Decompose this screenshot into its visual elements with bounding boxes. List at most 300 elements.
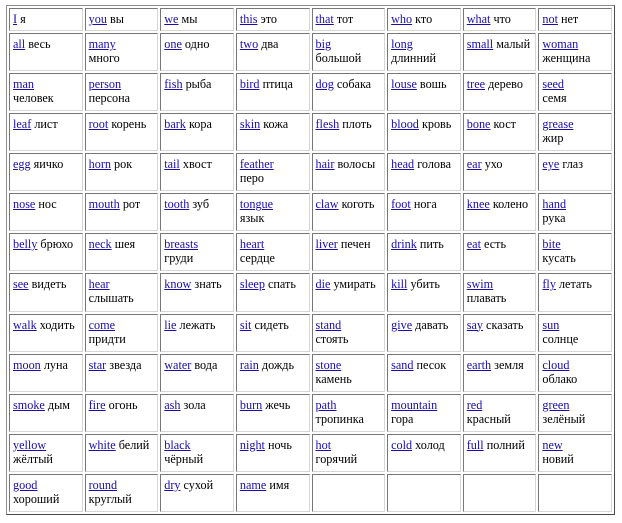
- russian-translation: горячий: [315, 451, 358, 466]
- word-cell: [236, 113, 310, 151]
- word-cell: [312, 434, 386, 472]
- russian-translation: это: [260, 12, 278, 26]
- english-word-link[interactable]: new: [542, 437, 563, 452]
- word-cell: [236, 8, 310, 31]
- english-word-link[interactable]: fish: [164, 76, 183, 91]
- english-word-link[interactable]: cold: [391, 437, 413, 452]
- english-word-link[interactable]: person: [88, 76, 122, 91]
- russian-translation: зола: [183, 397, 206, 412]
- english-word-link[interactable]: grease: [542, 117, 574, 132]
- english-word-link[interactable]: flesh: [315, 117, 340, 132]
- russian-translation: рок: [114, 157, 133, 172]
- english-word-link[interactable]: path: [315, 397, 337, 412]
- word-cell: [9, 474, 83, 512]
- word-cell: [312, 233, 386, 271]
- russian-translation: груди: [164, 251, 194, 266]
- word-cell: [312, 153, 386, 191]
- word-cell: [312, 8, 386, 31]
- russian-translation: весь: [28, 36, 51, 51]
- russian-translation: много: [88, 50, 120, 65]
- empty-cell: [387, 474, 461, 512]
- word-cell: [538, 354, 612, 392]
- word-cell: [9, 314, 83, 352]
- english-word-link[interactable]: hand: [542, 197, 567, 212]
- table-row: [9, 233, 612, 271]
- english-word-link[interactable]: sand: [391, 357, 414, 372]
- english-word-link[interactable]: who: [391, 12, 413, 26]
- russian-translation: человек: [13, 90, 54, 105]
- word-cell: [538, 434, 612, 472]
- english-word-link[interactable]: eye: [542, 157, 560, 172]
- english-word-link[interactable]: good: [13, 477, 38, 492]
- word-cell: [85, 113, 159, 151]
- word-cell: [9, 193, 83, 231]
- english-word-link[interactable]: you: [88, 12, 107, 26]
- word-cell: [236, 153, 310, 191]
- russian-translation: знать: [194, 277, 222, 292]
- empty-cell: [463, 474, 537, 512]
- russian-translation: нет: [561, 12, 579, 26]
- word-cell: [85, 33, 159, 71]
- word-cell: [85, 73, 159, 111]
- russian-translation: слышать: [88, 291, 134, 306]
- word-cell: [312, 113, 386, 151]
- word-cell: [387, 394, 461, 432]
- table-row: [9, 33, 612, 71]
- russian-translation: ходить: [39, 317, 75, 332]
- russian-translation: голова: [417, 157, 451, 172]
- russian-translation: видеть: [31, 277, 67, 292]
- english-word-link[interactable]: small: [466, 36, 494, 51]
- word-cell: [463, 233, 537, 271]
- english-word-link[interactable]: say: [466, 317, 483, 332]
- word-cell: [463, 33, 537, 71]
- word-cell: [236, 33, 310, 71]
- word-cell: [387, 73, 461, 111]
- word-cell: [538, 314, 612, 352]
- english-word-link[interactable]: stand: [315, 317, 342, 332]
- russian-translation: печен: [340, 237, 371, 252]
- english-word-link[interactable]: one: [164, 36, 182, 51]
- russian-translation: звезда: [109, 357, 142, 372]
- russian-translation: имя: [269, 477, 290, 492]
- russian-translation: шея: [114, 237, 136, 252]
- english-word-link[interactable]: lie: [164, 317, 177, 332]
- word-cell: [9, 33, 83, 71]
- english-word-link[interactable]: dry: [164, 477, 181, 492]
- russian-translation: малый: [496, 36, 531, 51]
- english-word-link[interactable]: woman: [542, 36, 579, 51]
- table-row: [9, 474, 612, 512]
- english-word-link[interactable]: claw: [315, 197, 339, 212]
- word-cell: [85, 434, 159, 472]
- english-word-link[interactable]: fire: [88, 397, 106, 412]
- russian-translation: женщина: [542, 50, 591, 65]
- word-cell: [463, 153, 537, 191]
- russian-translation: язык: [239, 211, 265, 226]
- english-word-link[interactable]: hear: [88, 277, 110, 292]
- word-cell: [85, 8, 159, 31]
- word-cell: [538, 394, 612, 432]
- word-cell: [236, 73, 310, 111]
- russian-translation: умирать: [333, 277, 376, 292]
- russian-translation: коготь: [341, 197, 375, 212]
- english-word-link[interactable]: give: [391, 317, 413, 332]
- word-cell: [160, 33, 234, 71]
- russian-translation: я: [20, 12, 26, 26]
- russian-translation: кровь: [421, 117, 452, 132]
- russian-translation: корень: [111, 117, 147, 132]
- english-word-link[interactable]: sun: [542, 317, 560, 332]
- english-word-link[interactable]: rain: [239, 357, 259, 372]
- english-word-link[interactable]: heart: [239, 237, 265, 252]
- russian-translation: пить: [419, 237, 444, 252]
- word-cell: [312, 193, 386, 231]
- empty-cell: [538, 474, 612, 512]
- english-word-link[interactable]: belly: [13, 237, 38, 252]
- word-cell: [85, 193, 159, 231]
- english-word-link[interactable]: drink: [391, 237, 417, 252]
- russian-translation: полний: [486, 437, 525, 452]
- word-cell: [387, 153, 461, 191]
- word-cell: [387, 434, 461, 472]
- word-cell: [85, 314, 159, 352]
- russian-translation: сидеть: [254, 317, 289, 332]
- russian-translation: сказать: [486, 317, 524, 332]
- russian-translation: придти: [88, 331, 126, 346]
- russian-translation: камень: [315, 371, 352, 386]
- word-cell: [538, 273, 612, 311]
- word-cell: [387, 8, 461, 31]
- word-cell: [9, 8, 83, 31]
- english-word-link[interactable]: bird: [239, 76, 260, 91]
- table-row: [9, 113, 612, 151]
- russian-translation: гора: [391, 411, 414, 426]
- russian-translation: холод: [415, 437, 445, 452]
- english-word-link[interactable]: ash: [164, 397, 181, 412]
- word-cell: [312, 394, 386, 432]
- russian-translation: давать: [415, 317, 449, 332]
- english-word-link[interactable]: cloud: [542, 357, 570, 372]
- russian-translation: птица: [262, 76, 293, 91]
- english-word-link[interactable]: seed: [542, 76, 565, 91]
- word-cell: [236, 193, 310, 231]
- russian-translation: жир: [542, 131, 564, 146]
- russian-translation: кусать: [542, 251, 576, 266]
- russian-translation: новий: [542, 451, 574, 466]
- russian-translation: вода: [194, 357, 218, 372]
- english-word-link[interactable]: green: [542, 397, 570, 412]
- russian-translation: спать: [267, 277, 296, 292]
- english-word-link[interactable]: knee: [466, 197, 490, 212]
- word-cell: [387, 33, 461, 71]
- table-row: [9, 193, 612, 231]
- word-cell: [312, 273, 386, 311]
- russian-translation: кожа: [263, 117, 289, 132]
- russian-translation: вы: [109, 12, 124, 26]
- russian-translation: глаз: [562, 157, 584, 172]
- word-cell: [9, 233, 83, 271]
- russian-translation: тропинка: [315, 411, 364, 426]
- russian-translation: хвост: [182, 157, 212, 172]
- russian-translation: летать: [558, 277, 592, 292]
- russian-translation: жёлтый: [13, 451, 53, 466]
- english-word-link[interactable]: name: [239, 477, 267, 492]
- english-word-link[interactable]: egg: [13, 157, 31, 172]
- word-cell: [236, 474, 310, 512]
- word-cell: [236, 434, 310, 472]
- english-word-link[interactable]: dog: [315, 76, 334, 91]
- word-cell: [160, 73, 234, 111]
- word-cell: [463, 193, 537, 231]
- word-cell: [85, 394, 159, 432]
- word-cell: [236, 233, 310, 271]
- english-word-link[interactable]: die: [315, 277, 331, 292]
- vocabulary-table-container: [6, 5, 615, 515]
- english-word-link[interactable]: smoke: [13, 397, 45, 412]
- english-word-link[interactable]: mountain: [391, 397, 438, 412]
- english-word-link[interactable]: hair: [315, 157, 335, 172]
- english-word-link[interactable]: tongue: [239, 197, 274, 212]
- russian-translation: луна: [43, 357, 68, 372]
- english-word-link[interactable]: yellow: [13, 437, 47, 452]
- english-word-link[interactable]: not: [542, 12, 558, 26]
- english-word-link[interactable]: skin: [239, 117, 261, 132]
- russian-translation: огонь: [108, 397, 138, 412]
- word-cell: [160, 273, 234, 311]
- word-cell: [387, 273, 461, 311]
- english-word-link[interactable]: walk: [13, 317, 37, 332]
- english-word-link[interactable]: red: [466, 397, 483, 412]
- english-word-link[interactable]: breasts: [164, 237, 199, 252]
- english-word-link[interactable]: mouth: [88, 197, 120, 212]
- word-cell: [538, 153, 612, 191]
- english-word-link[interactable]: liver: [315, 237, 338, 252]
- word-cell: [9, 273, 83, 311]
- table-row: [9, 153, 612, 191]
- word-cell: [463, 113, 537, 151]
- english-word-link[interactable]: feather: [239, 157, 274, 172]
- russian-translation: ночь: [267, 437, 292, 452]
- english-word-link[interactable]: hot: [315, 437, 332, 452]
- russian-translation: сердце: [239, 251, 275, 266]
- word-cell: [236, 314, 310, 352]
- vocabulary-table: [6, 5, 615, 515]
- word-cell: [387, 193, 461, 231]
- word-cell: [387, 354, 461, 392]
- russian-translation: два: [261, 36, 279, 51]
- english-word-link[interactable]: bark: [164, 117, 186, 132]
- russian-translation: большой: [315, 50, 362, 65]
- word-cell: [9, 394, 83, 432]
- russian-translation: чёрный: [164, 451, 204, 466]
- russian-translation: брюхо: [40, 237, 74, 252]
- english-word-link[interactable]: stone: [315, 357, 342, 372]
- table-row: [9, 434, 612, 472]
- english-word-link[interactable]: kill: [391, 277, 408, 292]
- english-word-link[interactable]: two: [239, 36, 259, 51]
- russian-translation: жечь: [265, 397, 291, 412]
- russian-translation: плавать: [466, 291, 507, 306]
- english-word-link[interactable]: bite: [542, 237, 561, 252]
- russian-translation: песок: [416, 357, 447, 372]
- english-word-link[interactable]: what: [466, 12, 491, 26]
- english-word-link[interactable]: man: [13, 76, 34, 91]
- english-word-link[interactable]: I: [13, 12, 18, 26]
- english-word-link[interactable]: head: [391, 157, 415, 172]
- english-word-link[interactable]: come: [88, 317, 116, 332]
- word-cell: [9, 73, 83, 111]
- russian-translation: дерево: [488, 76, 523, 91]
- english-word-link[interactable]: sit: [239, 317, 252, 332]
- word-cell: [463, 354, 537, 392]
- russian-translation: красный: [466, 411, 511, 426]
- russian-translation: круглый: [88, 491, 132, 506]
- table-row: [9, 394, 612, 432]
- russian-translation: собака: [336, 76, 372, 91]
- english-word-link[interactable]: know: [164, 277, 192, 292]
- table-row: [9, 73, 612, 111]
- word-cell: [9, 354, 83, 392]
- english-word-link[interactable]: moon: [13, 357, 41, 372]
- russian-translation: что: [493, 12, 511, 26]
- english-word-link[interactable]: foot: [391, 197, 411, 212]
- english-word-link[interactable]: root: [88, 117, 109, 132]
- english-word-link[interactable]: horn: [88, 157, 111, 172]
- word-cell: [160, 474, 234, 512]
- word-cell: [160, 153, 234, 191]
- russian-translation: нос: [38, 197, 57, 212]
- english-word-link[interactable]: fly: [542, 277, 556, 292]
- english-word-link[interactable]: all: [13, 36, 26, 51]
- word-cell: [9, 434, 83, 472]
- english-word-link[interactable]: this: [239, 12, 258, 26]
- word-cell: [85, 233, 159, 271]
- table-row: [9, 314, 612, 352]
- russian-translation: кора: [188, 117, 212, 132]
- russian-translation: рыба: [185, 76, 212, 91]
- word-cell: [463, 314, 537, 352]
- word-cell: [387, 113, 461, 151]
- word-cell: [85, 474, 159, 512]
- word-cell: [85, 153, 159, 191]
- english-word-link[interactable]: swim: [466, 277, 494, 292]
- english-word-link[interactable]: round: [88, 477, 118, 492]
- russian-translation: одно: [184, 36, 210, 51]
- english-word-link[interactable]: full: [466, 437, 484, 452]
- word-cell: [85, 273, 159, 311]
- russian-translation: дождь: [261, 357, 295, 372]
- english-word-link[interactable]: burn: [239, 397, 263, 412]
- word-cell: [160, 8, 234, 31]
- russian-translation: солнце: [542, 331, 579, 346]
- russian-translation: дым: [47, 397, 70, 412]
- russian-translation: рука: [542, 211, 566, 226]
- word-cell: [160, 434, 234, 472]
- english-word-link[interactable]: blood: [391, 117, 419, 132]
- word-cell: [312, 354, 386, 392]
- word-cell: [463, 8, 537, 31]
- english-word-link[interactable]: night: [239, 437, 265, 452]
- russian-translation: волосы: [337, 157, 376, 172]
- english-word-link[interactable]: tooth: [164, 197, 190, 212]
- russian-translation: семя: [542, 90, 567, 105]
- english-word-link[interactable]: many: [88, 36, 116, 51]
- english-word-link[interactable]: white: [88, 437, 116, 452]
- russian-translation: яичко: [33, 157, 64, 172]
- english-word-link[interactable]: tree: [466, 76, 486, 91]
- word-cell: [236, 354, 310, 392]
- word-cell: [160, 394, 234, 432]
- word-cell: [463, 434, 537, 472]
- russian-translation: нога: [413, 197, 437, 212]
- english-word-link[interactable]: eat: [466, 237, 481, 252]
- english-word-link[interactable]: leaf: [13, 117, 32, 132]
- table-row: [9, 8, 612, 31]
- english-word-link[interactable]: black: [164, 437, 191, 452]
- russian-translation: перо: [239, 171, 264, 186]
- english-word-link[interactable]: see: [13, 277, 29, 292]
- word-cell: [236, 273, 310, 311]
- english-word-link[interactable]: nose: [13, 197, 36, 212]
- english-word-link[interactable]: that: [315, 12, 334, 26]
- word-cell: [312, 73, 386, 111]
- word-cell: [387, 233, 461, 271]
- russian-translation: плоть: [342, 117, 372, 132]
- word-cell: [463, 273, 537, 311]
- word-cell: [538, 193, 612, 231]
- word-cell: [538, 8, 612, 31]
- russian-translation: есть: [484, 237, 507, 252]
- russian-translation: зелёный: [542, 411, 586, 426]
- russian-translation: убить: [410, 277, 440, 292]
- english-word-link[interactable]: sleep: [239, 277, 265, 292]
- english-word-link[interactable]: water: [164, 357, 192, 372]
- english-word-link[interactable]: star: [88, 357, 107, 372]
- english-word-link[interactable]: earth: [466, 357, 492, 372]
- russian-translation: хороший: [13, 491, 60, 506]
- english-word-link[interactable]: we: [164, 12, 179, 26]
- english-word-link[interactable]: louse: [391, 76, 417, 91]
- russian-translation: сухой: [183, 477, 214, 492]
- russian-translation: колено: [492, 197, 529, 212]
- english-word-link[interactable]: tail: [164, 157, 180, 172]
- vocabulary-table-body: [9, 8, 612, 512]
- table-row: [9, 354, 612, 392]
- word-cell: [538, 73, 612, 111]
- english-word-link[interactable]: neck: [88, 237, 112, 252]
- word-cell: [236, 394, 310, 432]
- word-cell: [463, 73, 537, 111]
- word-cell: [9, 153, 83, 191]
- word-cell: [538, 233, 612, 271]
- russian-translation: стоять: [315, 331, 349, 346]
- russian-translation: кост: [493, 117, 516, 132]
- english-word-link[interactable]: bone: [466, 117, 491, 132]
- word-cell: [538, 113, 612, 151]
- english-word-link[interactable]: big: [315, 36, 332, 51]
- table-row: [9, 273, 612, 311]
- english-word-link[interactable]: long: [391, 36, 413, 51]
- english-word-link[interactable]: ear: [466, 157, 482, 172]
- russian-translation: длинний: [391, 50, 437, 65]
- word-cell: [160, 113, 234, 151]
- word-cell: [160, 233, 234, 271]
- russian-translation: облако: [542, 371, 578, 386]
- word-cell: [312, 33, 386, 71]
- russian-translation: земля: [494, 357, 524, 372]
- russian-translation: персона: [88, 90, 131, 105]
